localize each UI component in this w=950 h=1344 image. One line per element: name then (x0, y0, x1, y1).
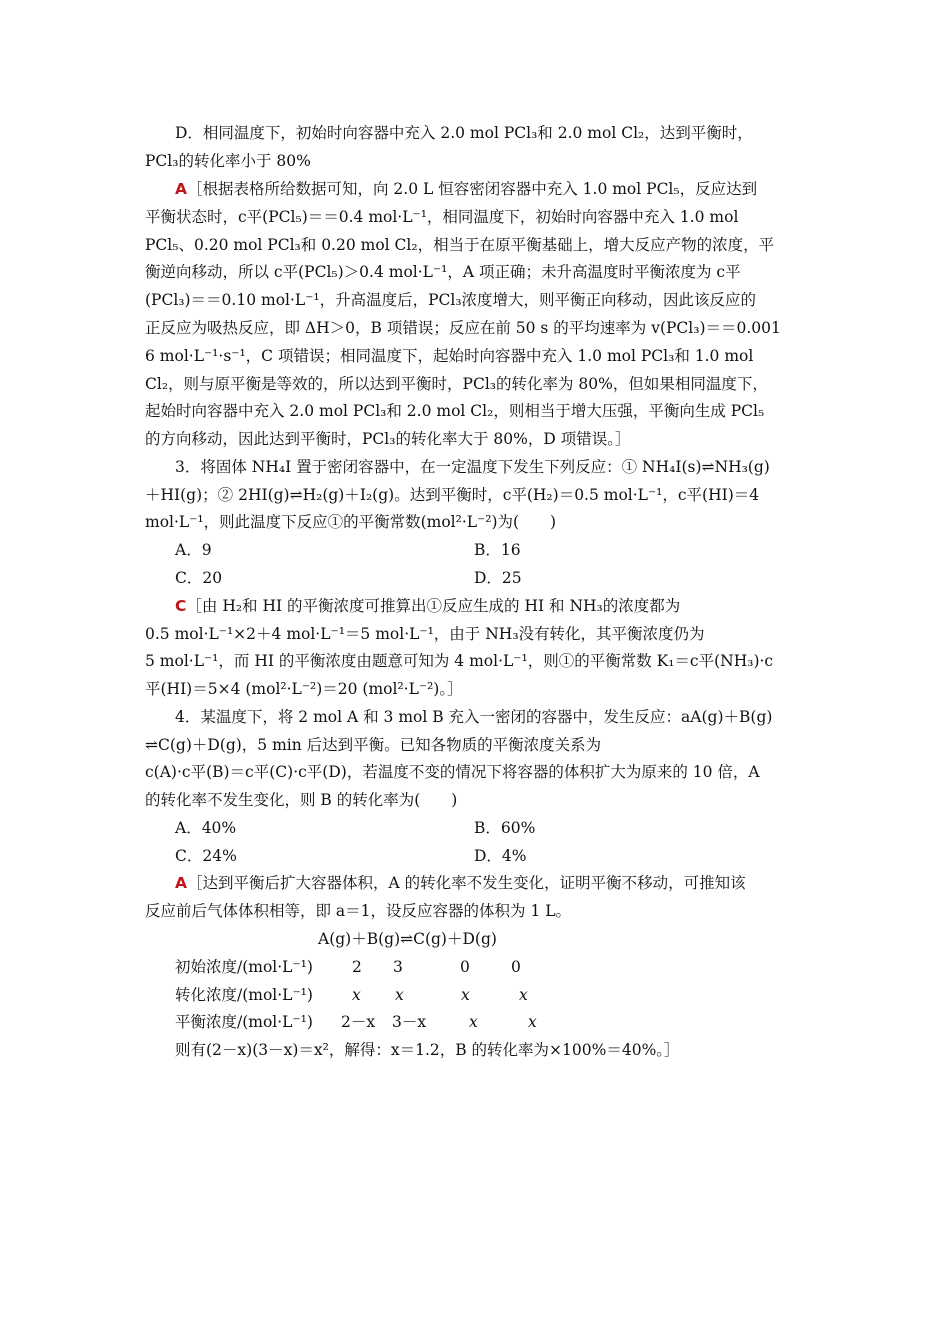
answer-3-line-3: 5 mol·L⁻¹，而 HI 的平衡浓度由题意可知为 4 mol·L⁻¹，则①的平衡常数 K₁＝c平(NH₃)·c (145, 652, 774, 670)
answer-1-line-1: A［根据表格所给数据可知，向 2.0 L 恒容密闭容器中充入 1.0 mol PCl₅，反应达到 (175, 180, 758, 198)
answer-3-line-1: C［由 H₂和 HI 的平衡浓度可推算出①反应生成的 HI 和 NH₃的浓度都为 (175, 597, 681, 615)
question-4-line-1: 4．某温度下，将 2 mol A 和 3 mol B 充入一密闭的容器中，发生反应：aA(g)＋B(g) (175, 708, 773, 726)
answer-1-line-8: Cl₂，则与原平衡是等效的，所以达到平衡时，PCl₃的转化率为 80%，但如果相同温度下， (145, 375, 768, 393)
answer-3-line-4: 平(HI)＝5×4 (mol²·L⁻²)＝20 (mol²·L⁻²)。］ (145, 680, 463, 698)
question-4-line-3: c(A)·c平(B)＝c平(C)·c平(D)，若温度不变的情况下将容器的体积扩大为原来的 10 倍，A (145, 763, 760, 781)
question-3-option-b: B．16 (474, 541, 521, 559)
row-initial-label: 初始浓度/(mol·L⁻¹) (175, 958, 313, 976)
option-d-cont: PCl₃的转化率小于 80% (145, 152, 311, 170)
answer-1-line-2: 平衡状态时，c平(PCl₅)＝＝0.4 mol·L⁻¹，相同温度下，初始时向容器中充入 1.0 mol (145, 208, 739, 226)
answer-4-line-2: 反应前后气体体积相等，即 a＝1，设反应容器的体积为 1 L。 (145, 902, 572, 920)
question-3-line-2: ＋HI(g)；② 2HI(g)⇌H₂(g)＋I₂(g)。达到平衡时，c平(H₂)＝0.5 mol·L⁻¹，c平(HI)＝4 (145, 486, 760, 504)
row-initial-c: 0 (460, 958, 470, 976)
answer-1-line-7: 6 mol·L⁻¹·s⁻¹，C 项错误；相同温度下，起始时向容器中充入 1.0 mol PCl₃和 1.0 mol (145, 347, 754, 365)
row-change-b: x (395, 986, 404, 1004)
answer-3-letter: C (175, 597, 187, 615)
answer-1-letter: A (175, 180, 187, 198)
question-3-line-3: mol·L⁻¹，则此温度下反应①的平衡常数(mol²·L⁻²)为( ) (145, 513, 557, 531)
row-equilibrium-c: x (469, 1013, 478, 1031)
row-change-a: x (352, 986, 361, 1004)
question-4-option-d: D．4% (474, 847, 527, 865)
question-4-option-a: A．40% (175, 819, 237, 837)
reaction-equation: A(g)＋B(g)⇌C(g)＋D(g) (318, 930, 497, 948)
row-change-label: 转化浓度/(mol·L⁻¹) (175, 986, 313, 1004)
answer-1-line-4: 衡逆向移动，所以 c平(PCl₅)＞0.4 mol·L⁻¹，A 项正确；未升高温度时平衡浓度为 c平 (145, 263, 741, 281)
answer-1-line-5: (PCl₃)＝＝0.10 mol·L⁻¹，升高温度后，PCl₃浓度增大，则平衡正向移动，因此该反应的 (145, 291, 757, 309)
answer-1-line-9: 起始时向容器中充入 2.0 mol PCl₃和 2.0 mol Cl₂，则相当于增大压强，平衡向生成 PCl₅ (145, 402, 765, 420)
row-initial-b: 3 (393, 958, 403, 976)
row-initial-a: 2 (352, 958, 362, 976)
option-d: D．相同温度下，初始时向容器中充入 2.0 mol PCl₃和 2.0 mol Cl₂，达到平衡时， (175, 124, 753, 142)
question-4-line-2: ⇌C(g)＋D(g)，5 min 后达到平衡。已知各物质的平衡浓度关系为 (145, 736, 602, 754)
row-equilibrium-label: 平衡浓度/(mol·L⁻¹) (175, 1013, 313, 1031)
row-equilibrium-d: x (528, 1013, 537, 1031)
question-4-option-c: C．24% (175, 847, 237, 865)
question-3-option-d: D．25 (474, 569, 522, 587)
answer-1-line-3: PCl₅、0.20 mol PCl₃和 0.20 mol Cl₂，相当于在原平衡基础上，增大反应产物的浓度，平 (145, 236, 775, 254)
final-solution: 则有(2－x)(3－x)＝x²，解得：x＝1.2，B 的转化率为×100%＝40%。］ (175, 1041, 680, 1059)
row-equilibrium-a: 2－x (341, 1013, 376, 1031)
row-change-d: x (519, 986, 528, 1004)
question-4-option-b: B．60% (474, 819, 536, 837)
answer-1-line-6: 正反应为吸热反应，即 ΔH＞0，B 项错误；反应在前 50 s 的平均速率为 v(PCl₃)＝＝0.001 (145, 319, 781, 337)
question-3-option-a: A．9 (175, 541, 212, 559)
answer-4-letter: A (175, 874, 187, 892)
row-equilibrium-b: 3－x (392, 1013, 427, 1031)
answer-3-line-2: 0.5 mol·L⁻¹×2＋4 mol·L⁻¹＝5 mol·L⁻¹，由于 NH₃没有转化，其平衡浓度仍为 (145, 625, 705, 643)
question-3-line-1: 3．将固体 NH₄I 置于密闭容器中，在一定温度下发生下列反应：① NH₄I(s)⇌NH₃(g) (175, 458, 770, 476)
question-3-option-c: C．20 (175, 569, 223, 587)
row-initial-d: 0 (511, 958, 521, 976)
question-4-line-4: 的转化率不发生变化，则 B 的转化率为( ) (145, 791, 458, 809)
answer-1-line-10: 的方向移动，因此达到平衡时，PCl₃的转化率大于 80%，D 项错误。］ (145, 430, 631, 448)
row-change-c: x (461, 986, 470, 1004)
answer-4-line-1: A［达到平衡后扩大容器体积，A 的转化率不发生变化，证明平衡不移动，可推知该 (175, 874, 746, 892)
